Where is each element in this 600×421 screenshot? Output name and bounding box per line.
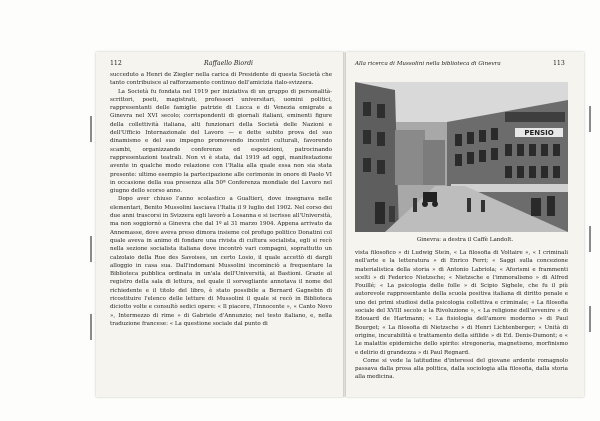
- paragraph: Come si vede la latitudine d'interessi del giovane ardente romagnolo passava dalla prosa alla politica, dalla sociologia alla filosofia, dalla storia alla medicina.: [355, 357, 568, 381]
- right-running-title: Alla ricerca di Mussolini nella biblioteca di Ginevra: [355, 61, 501, 67]
- right-edge-marks: [589, 86, 591, 386]
- pension-sign: PENSIO: [524, 129, 554, 137]
- paragraph: vista filosofico » di Ludwig Stein, « La filosofia di Voltaire », « I criminali nell'arte e la letteratura » di Enrico Ferri; « Saggi sulla concezione materialistica della storia » di Antonio Labriola; « Aforismi e frammenti scelti » di Federico Nietzsche; « Nietzsche e l'immoralismo » di Alfred Fouillé; « La psicologia delle folle » di Scipio Sighele, che fu il più autorevole rappresentante della scuola positiva italiana di diritto penale e uno dei primi studiosi della psicologia collettiva e criminale; « La filosofia sociale del XVIII secolo e la Rivoluzione », « La religione dell'avvenire » di Edouard de Hartmann; « La fisiologia dell'amore moderno » di Paul Bourget; « La filosofia di Nietzsche » di Henri Lichtenberger; « Unità di origine, incurabilità e trattamento della sifilide » di Ed. Denis-Dumont; e « Le malattie epidemiche dello spirito: stregoneria, magnetismo, morfinismo e delirio di grandezza » di Paul Regnard.: [355, 250, 568, 356]
- paragraph: Dopo aver chiuso l'anno scolastico a Gualtieri, dove insegnava nelle elementari, Benito Mussolini lasciava l'Italia il 9 luglio del 1902. Nel corso dei due anni trascorsi in Svizzera egli lavorò a Losanna e si iscrisse all'Università, ma non soggiornò a Ginevra che dal 1º al 31 marzo 1904. Appena arrivato da Annemasse, dove aveva preso dimora insieme col profugo politico Donatini col quale aveva in animo di fondare una rivista di cultura socialista, egli si recò nella sezione socialista italiana dove incontrò vari compagni, soprattutto un calzolaio della Rue des Savoises, un certo Losio, il quale accettò di dargli alloggio in casa sua. Dall'indomani Mussolini incominciò a frequentare la Biblioteca pubblica ordinata in un'ala dell'Università, ai Bastioni. Grazie al registro della sala di lettura, nel quale il sorvegliante annotava il nome del richiedente e il titolo del libro, è stato possibile a Bernard Gagnebin di ricostituire l'elenco delle letture di Mussolini il quale si recò in Biblioteca diciotto volte e consultò sedici opere: « Il piacere, l'Innocente », « Canto Novo », Intermezzo di rime » di Gabriele d'Annunzio; nel testo italiano, e, nella traduzione francese: « La questione sociale dal punto di: [110, 196, 332, 327]
- left-page-body: [110, 71, 332, 328]
- photo-caption: Ginevra: a destra il Caffè Landolt.: [416, 237, 514, 243]
- left-running-author: Raffaello Biordi: [204, 60, 254, 67]
- paragraph: succeduto a Henri de Ziegler nella carica di Presidente di questa Società che tanto contribuisce al rafforzamento continuo dell'amicizia italo-svizzera.: [110, 72, 332, 87]
- left-edge-marks: [90, 86, 92, 386]
- left-page-number: 112: [110, 60, 122, 67]
- right-page-body: [355, 249, 568, 382]
- right-page-number: 113: [553, 60, 565, 67]
- street-photo: [355, 82, 568, 232]
- street-photo-illustration: [355, 82, 568, 232]
- right-page: [346, 52, 584, 397]
- paragraph: La Società fu fondata nel 1919 per iniziativa di un gruppo di personalità-scrittori, poeti, magistrati, professori universitari, uomini politici, rappresentanti delle famiglie patrizie di Lucca e di Venezia emigrate a Ginevra nel XVI secolo; corrispondenti di giornali italiani, eminenti figure della collettività italiana, alti funzionari della Società delle Nazioni e dell'Ufficio Internazionale del Lavoro — e dette subito prova del suo dinamismo e del suo impegno promovendo incontri culturali, favorendo scambi, organizzando conferenze ed esposizioni, patrocinando rappresentazioni teatrali. Non vi è stata, dal 1919 ad oggi, manifestazione avente in qualche modo relazione con l'Italia alla quale essa non sia stata presente: ultimo esempio la partecipazione alle cerimonie in onore di Paolo VI in occasione della sua presenza alla 50ª Conferenza mondiale del Lavoro nel giugno dello scorso anno.: [110, 88, 332, 195]
- left-page: [96, 52, 344, 397]
